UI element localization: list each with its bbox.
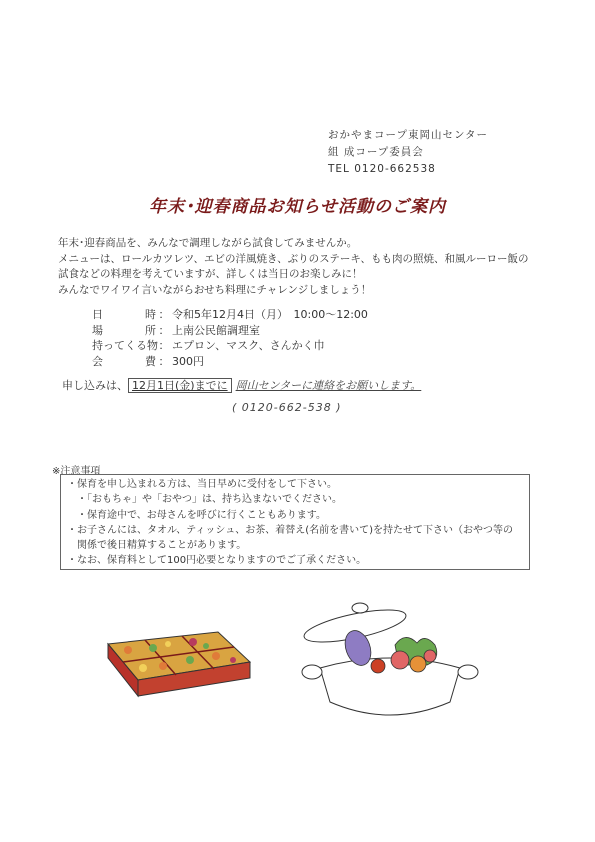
note-item: ・保育を申し込まれる方は、当日早めに受付をして下さい。	[67, 479, 337, 490]
nabe-pot-icon	[300, 590, 480, 730]
intro-line: 試食などの料理を考えていますが、詳しくは当日のお楽しみに！	[58, 268, 363, 280]
notes-box	[60, 474, 530, 570]
bring-label: 持ってくる物	[92, 339, 158, 352]
application-line	[62, 377, 421, 393]
note-item: 関係で後日精算することがあります。	[77, 540, 247, 552]
fee-label: 会 費	[92, 354, 156, 368]
detail-row-fee: 会 費 ： 300円	[92, 354, 204, 368]
note-item: ・保育途中で、お母さんを呼びに行くこともあります。	[77, 509, 326, 521]
note-item: ・なお、保育料として100円必要となりますのでご了承ください。	[67, 555, 367, 567]
page-title: 年末･迎春商品お知らせ活動のご案内	[149, 197, 446, 217]
bring-value: エプロン、マスク、さんかく巾	[172, 339, 325, 352]
organizer-phone: TEL 0120-662538	[328, 163, 436, 175]
date-label: 日 時	[92, 308, 156, 321]
detail-row-bring: 持ってくる物 ： エプロン、マスク、さんかく巾	[92, 339, 325, 352]
note-item: ・「おもちゃ」や「おやつ」は、持ち込まないでください。	[77, 494, 342, 506]
intro-line: みんなでワイワイ言いながらおせち料理にチャレンジしましょう！	[58, 283, 372, 296]
event-details	[92, 307, 368, 369]
place-value: 上南公民館調理室	[172, 323, 260, 337]
apply-deadline: 12月1日(金)までに	[128, 378, 232, 393]
detail-row-place: 場 所 ： 上南公民館調理室	[92, 323, 260, 337]
apply-prefix: 申し込みは、	[62, 379, 128, 392]
notes-heading: ※注意事項	[52, 466, 101, 477]
fee-value: 300円	[172, 354, 204, 368]
note-item: ・お子さんには、タオル、ティッシュ、お茶、着替え(名前を書いて)を持たせて下さい（おやつ等の	[67, 524, 514, 536]
apply-phone: ( 0120-662-538 )	[232, 401, 342, 414]
intro-line: 年末･迎春商品を、みんなで調理しながら試食してみませんか。	[58, 237, 358, 249]
organizer-name: おかやまコープ東岡山センター	[328, 129, 489, 141]
osechi-box-icon	[98, 622, 258, 702]
organizer-committee: 組 成コープ委員会	[328, 146, 424, 158]
organizer-block	[328, 127, 488, 178]
intro-paragraph	[58, 236, 558, 298]
detail-row-date: 日 時 ： 令和5年12月4日（月） 10:00～12:00	[92, 308, 368, 321]
date-value: 令和5年12月4日（月） 10:00～12:00	[172, 308, 368, 321]
intro-line: メニューは、ロールカツレツ、エビの洋風焼き、ぶりのステーキ、もも肉の照焼、和風ルーロー飯の	[58, 252, 529, 265]
apply-handwritten: 岡山センターに連絡をお願いします。	[235, 379, 422, 392]
place-label: 場 所	[92, 323, 156, 337]
